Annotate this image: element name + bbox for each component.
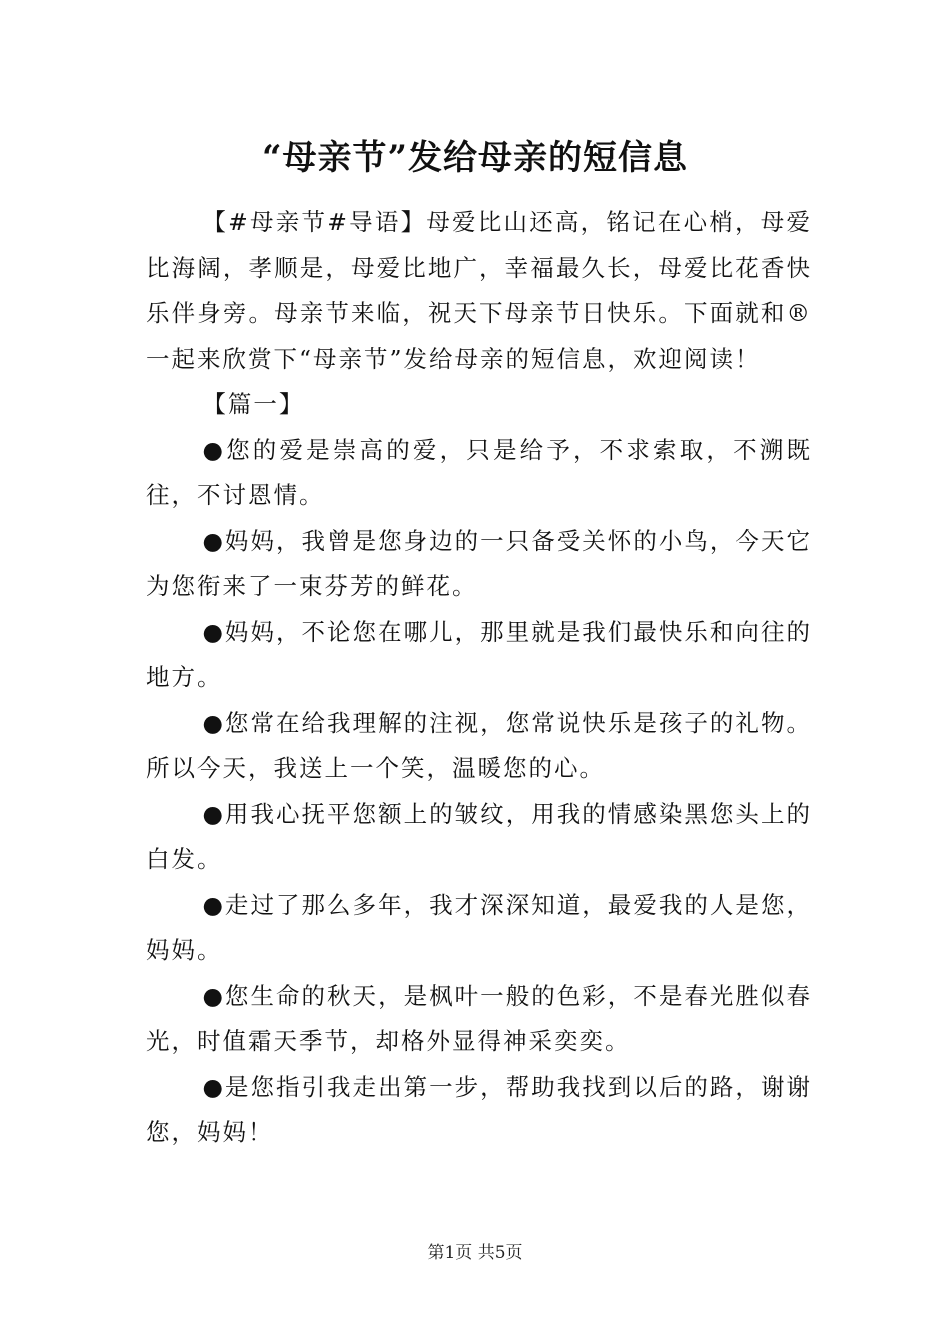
intro-paragraph: 【#母亲节#导语】母爱比山还高，铭记在心梢，母爱比海阔，孝顺是，母爱比地广，幸福最久长，母爱比花香快乐伴身旁。母亲节来临，祝天下母亲节日快乐。下面就和®一起来欣赏下“母亲节”发给母亲的短信息，欢迎阅读！: [146, 208, 812, 373]
message-item: ●您常在给我理解的注视，您常说快乐是孩子的礼物。所以今天，我送上一个笑，温暖您的心。: [146, 708, 812, 782]
message-item: ●妈妈，不论您在哪儿，那里就是我们最快乐和向往的地方。: [146, 617, 812, 691]
document-title: “母亲节”发给母亲的短信息: [261, 138, 689, 178]
page-number-footer: 第1页 共5页: [427, 1243, 523, 1263]
document-body: [146, 200, 812, 1156]
message-item: ●妈妈，我曾是您身边的一只备受关怀的小鸟，今天它为您衔来了一束芬芳的鲜花。: [146, 526, 812, 600]
section-heading: 【篇一】: [202, 390, 305, 418]
message-item: ●走过了那么多年，我才深深知道，最爱我的人是您，妈妈。: [146, 890, 812, 964]
message-item: ●是您指引我走出第一步，帮助我找到以后的路，谢谢您，妈妈！: [146, 1072, 812, 1146]
message-item: ●您的爱是崇高的爱，只是给予，不求索取，不溯既往，不讨恩情。: [146, 435, 812, 509]
message-item: ●用我心抚平您额上的皱纹，用我的情感染黑您头上的白发。: [146, 799, 812, 873]
message-item: ●您生命的秋天，是枫叶一般的色彩，不是春光胜似春光，时值霜天季节，却格外显得神采奕奕。: [146, 981, 812, 1055]
